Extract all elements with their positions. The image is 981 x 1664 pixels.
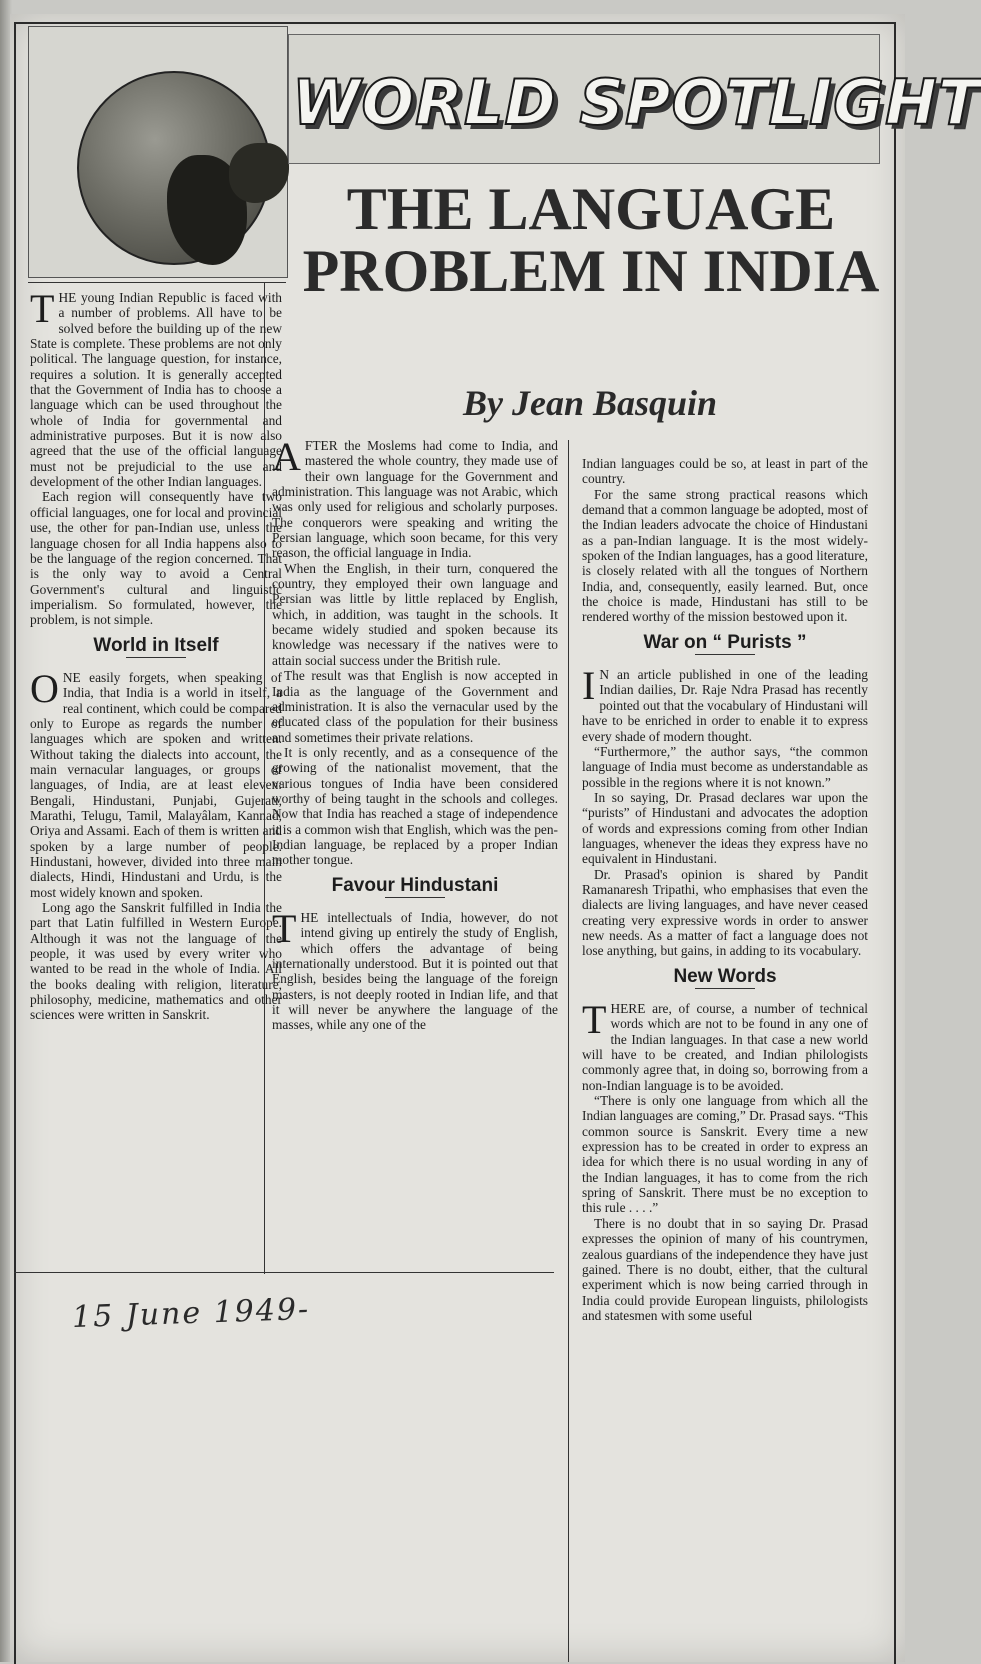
column-rule	[28, 282, 286, 283]
drop-cap: O	[30, 665, 59, 711]
paragraph: Long ago the Sanskrit fulfilled in India the part that Latin fulfilled in Western Europe. Although it was not the language of the people, it was used by every writer who wanted to be read in the whole of India. All the books dealing with religion, literature, philosophy, medicine, mathematics and other sciences were written in Sanskrit.	[30, 900, 282, 1023]
paragraph: There is no doubt that in so saying Dr. Prasad expresses the opinion of many of his countrymen, zealous guardians of the independence they have just gained. There is no doubt, either, that the cultural experiment which is now being carried through in India could provide European linguists, philologists and statesmen with some useful	[582, 1215, 868, 1323]
column-rule	[14, 1272, 554, 1273]
paragraph: Dr. Prasad's opinion is shared by Pandit Ramanaresh Tripathi, who emphasises that even the dialects are living languages, and have never ceased creating very expressive words in order to answer new needs. As a matter of fact a language does not lose anything, but gains, in adding to its vocabulary.	[582, 866, 868, 959]
subheading: New Words	[582, 969, 868, 989]
paragraph: I N an article published in one of the leading Indian dailies, Dr. Raje Ndra Prasad has recently pointed out that the vocabulary of Hindustani will have to be enriched in order to enable it to express every shade of modern thought.	[582, 663, 868, 744]
paragraph: THE intellectuals of India, however, do not intend giving up entirely the study of English, which offers the advantage of being internationally understood. But it is pointed out that English, besides being the language of the foreign masters, is not deeply rooted in Indian life, and that it will never be anywhere the language of the masses, while any one of the	[272, 905, 558, 1033]
subheading: World in Itself	[30, 638, 282, 658]
article-headline: THE LANGUAGE PROBLEM IN INDIA	[302, 176, 880, 304]
article-column-3	[582, 456, 868, 1662]
drop-cap: A	[272, 434, 301, 479]
paragraph: THERE are, of course, a number of technical words which are not to be found in any one of the Indian languages. In that case a new world will have to be created, and Indian philologists commonly agree that, in doing so, borrowing from a non-Indian language is to be avoided.	[582, 997, 868, 1093]
paragraph: It is only recently, and as a consequence of the growing of the nationalist movement, that the various tongues of India have been considered worthy of being taught in the schools and colleges. Now that India has reached a stage of independence it is a common wish that English, which was the pen-Indian language, be replaced by a proper Indian mother tongue.	[272, 744, 558, 868]
paragraph: When the English, in their turn, conquered the country, they employed their own language and Persian was little by little replaced by English, which, in addition, was taught in the schools. It became widely studied and spoken because its knowledge was necessary if the natives were to attain social success under the British rule.	[272, 560, 558, 668]
paragraph: THE young Indian Republic is faced with a number of problems. All have to be solved before the building up of the new State is complete. These problems are not only political. The language question, for instance, requires a solution. It is generally accepted that the Government of India has to choose a language which can be used throughout the whole of India for governmental and administrative purposes. But it is now also agreed that the use of the official language must not be prejudicial to the use and development of the other Indian languages.	[30, 286, 282, 490]
drop-cap: T	[30, 286, 55, 331]
drop-cap: T	[272, 905, 297, 951]
drop-cap: I	[582, 663, 596, 709]
article-column-2	[272, 434, 558, 1270]
paragraph: Indian languages could be so, at least in part of the country.	[582, 456, 868, 487]
paragraph: Each region will consequently have two official languages, one for local and provincial use, the other for pan-Indian use, unless the language chosen for all India happens also to be the language of the region concerned. That is the only way to avoid a Central Government's cultural and linguistic imperialism. So formulated, however, the problem, is not simple.	[30, 489, 282, 628]
paragraph: For the same strong practical reasons which demand that a common language be adopted, most of the Indian leaders advocate the choice of Hindustani as a pan-Indian language. It is the most widely-spoken of the Indian languages, has a good literature, is closely related with all the tongues of Northern India, and, consequently, easily learned. But, once the choice is made, Hindustani has still to be rendered worthy of the mission bestowed upon it.	[582, 486, 868, 625]
paragraph: AFTER the Moslems had come to India, and mastered the whole country, they made use of their own language for the Government and administration. This language was not Arabic, which was only used for religious and scholarly purposes. The conquerors were speaking and writing the Persian language, which soon became, for this very reason, the official language in India.	[272, 434, 558, 561]
landmass-shape	[229, 143, 289, 203]
subheading: War on “ Purists ”	[582, 635, 868, 655]
globe-icon	[77, 71, 271, 265]
paragraph: The result was that English is now accepted in India as the language of the Government and administration. It is also the vernacular used by the educated class of the population for their business and sometimes their private relations.	[272, 668, 558, 745]
paragraph: In so saying, Dr. Prasad declares war upon the “purists” of Hindustani and advocates the adoption of words and expressions coming from other Indian languages, whenever the ideas they express have no equivalent in Hindustani.	[582, 789, 868, 867]
paragraph: ONE easily forgets, when speaking of India, that India is a world in itself, a real continent, which could be compared only to Europe as regards the number of languages which are spoken and written. Without taking the dialects into account, the main vernacular languages, or groups of languages, of India, are at least eleven: Bengali, Hindustani, Punjabi, Gujerati, Marathi, Telugu, Tamil, Malayâlam, Kannad, Oriya and Assami. Each of them is written and spoken by a large number of people. Hindustani, however, divided into three main dialects, Hindi, Hindustani and Urdu, is the most widely known and spoken.	[30, 665, 282, 900]
article-byline: By Jean Basquin	[462, 383, 718, 423]
paragraph: “Furthermore,” the author says, “the common language of India must become as understandable as possible in the regions where it is not known.”	[582, 743, 868, 790]
paragraph: “There is only one language from which all the Indian languages are coming,” Dr. Prasad says. “This common source is Sanskrit. Every time a new expression has to be created in order to express an idea for which there is no usual wording in any of the Indian languages, it has to come from the rich spring of Sanskrit. There must be no exception to this rule . . . .”	[582, 1093, 868, 1216]
column-rule	[568, 440, 569, 1662]
globe-illustration	[28, 26, 288, 278]
drop-cap: T	[582, 997, 607, 1042]
handwritten-date: 15 June 1949-	[71, 1291, 311, 1336]
world-spotlight-banner: WORLD SPOTLIGHT	[292, 66, 981, 139]
subheading: Favour Hindustani	[272, 878, 558, 898]
article-column-1	[30, 286, 282, 1272]
